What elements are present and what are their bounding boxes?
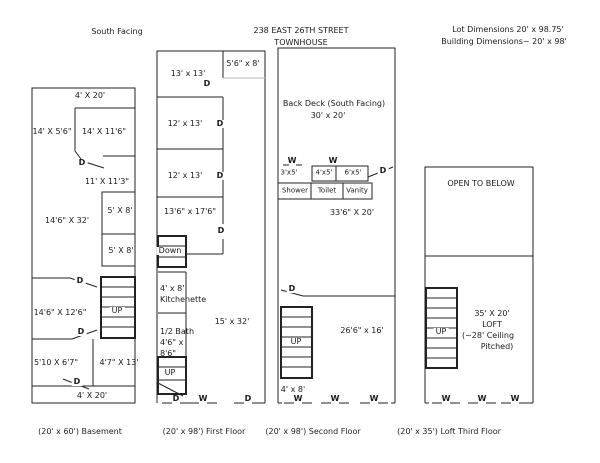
vanity-label: Vanity (346, 186, 368, 195)
first-floor-room-label: 12' x 13' (167, 171, 203, 180)
kitchenette-label: Kitchenette (160, 295, 207, 304)
toilet-label: Toilet (317, 186, 337, 195)
basement-room-label: 4' X 20' (74, 91, 106, 100)
basement-room-label: 14' X 11'6" (81, 127, 127, 136)
lot-dimensions-label: Lot Dimensions 20' x 98.75' (452, 25, 564, 34)
window-marker: W (198, 394, 208, 403)
shower-label: Shower (281, 186, 309, 195)
loft-walls (425, 167, 533, 403)
window-marker: W (477, 394, 487, 403)
window-marker: W (369, 394, 379, 403)
loft-ceiling-label: (~28' Ceiling (461, 331, 515, 340)
first-floor-stairs-up-label: UP (164, 368, 176, 377)
half-bath-label: 1/2 Bath (160, 327, 195, 336)
half-bath-size-label: 8'6" (160, 349, 177, 358)
first-floor-room-label: 12' x 13' (167, 119, 203, 128)
door-marker: D (78, 158, 86, 167)
second-floor-room-label: 4' x 8' (280, 385, 306, 394)
south-facing-label: South Facing (91, 27, 143, 36)
door-marker: D (172, 394, 180, 403)
door-marker: D (203, 79, 211, 88)
basement-caption: (20' x 60') Basement (38, 427, 122, 436)
door-marker: D (216, 171, 224, 180)
basement-room-label: 5' X 8' (108, 246, 134, 255)
basement-room-label: 5'10 X 6'7" (33, 358, 79, 367)
shower-size-label: 3'x5' (280, 168, 298, 177)
sheet-title-line1: 238 EAST 26TH STREET (253, 26, 349, 35)
half-bath-size-label: 4'6" x (160, 338, 184, 347)
basement-room-label: 14'6" X 12'6" (33, 308, 87, 317)
first-floor-stairs-down-label: Down (158, 246, 182, 255)
toilet-size-label: 4'x5' (315, 168, 333, 177)
sheet-title-line2: TOWNHOUSE (274, 38, 328, 47)
first-floor-room-label: 15' x 32' (214, 317, 250, 326)
door-marker: D (379, 166, 387, 175)
window-marker: W (287, 156, 297, 165)
door-marker: D (77, 327, 85, 336)
second-floor-room-label: 26'6" x 16' (340, 326, 384, 335)
loft-size-label: 35' X 20' (474, 309, 510, 318)
basement-room-label: 4' X 20' (76, 391, 108, 400)
door-marker: D (217, 226, 225, 235)
second-floor-stairs-up-label: UP (290, 337, 302, 346)
window-marker: W (510, 394, 520, 403)
second-floor-caption: (20' x 98') Second Floor (265, 427, 361, 436)
basement-room-label: 4'7" X 13' (99, 358, 139, 367)
first-floor-room-label: 13'6" x 17'6" (163, 207, 217, 216)
window-marker: W (293, 394, 303, 403)
first-floor-room-label: 5'6" x 8' (226, 59, 260, 68)
window-marker: W (330, 394, 340, 403)
window-marker: W (441, 394, 451, 403)
door-marker: D (76, 276, 84, 285)
back-deck-size-label: 30' x 20' (310, 111, 346, 120)
loft-stairs-up-label: UP (435, 327, 447, 336)
open-to-below-label: OPEN TO BELOW (447, 179, 515, 188)
basement-room-label: 14' X 5'6" (32, 127, 72, 136)
basement-room-label: 14'6" X 32' (44, 216, 90, 225)
first-floor-room-label: 13' x 13' (170, 69, 206, 78)
loft-label: LOFT (482, 320, 502, 329)
back-deck-label: Back Deck (South Facing) (282, 99, 386, 108)
basement-room-label: 11' X 11'3" (84, 177, 130, 186)
kitchenette-size-label: 4' x 8' (160, 284, 185, 293)
vanity-size-label: 6'x5' (344, 168, 362, 177)
loft-ceiling-label: Pitched) (480, 342, 514, 351)
first-floor-caption: (20' x 98') First Floor (162, 427, 246, 436)
door-marker: D (73, 377, 81, 386)
window-marker: W (328, 156, 338, 165)
basement-room-label: 5' X 8' (107, 206, 133, 215)
building-dimensions-label: Building Dimensions~ 20' x 98' (441, 37, 567, 46)
door-marker: D (216, 119, 224, 128)
door-marker: D (244, 394, 252, 403)
door-marker: D (288, 284, 296, 293)
second-floor-room-label: 33'6" X 20' (329, 208, 375, 217)
loft-caption: (20' x 35') Loft Third Floor (397, 427, 501, 436)
basement-stairs-up-label: UP (111, 306, 123, 315)
